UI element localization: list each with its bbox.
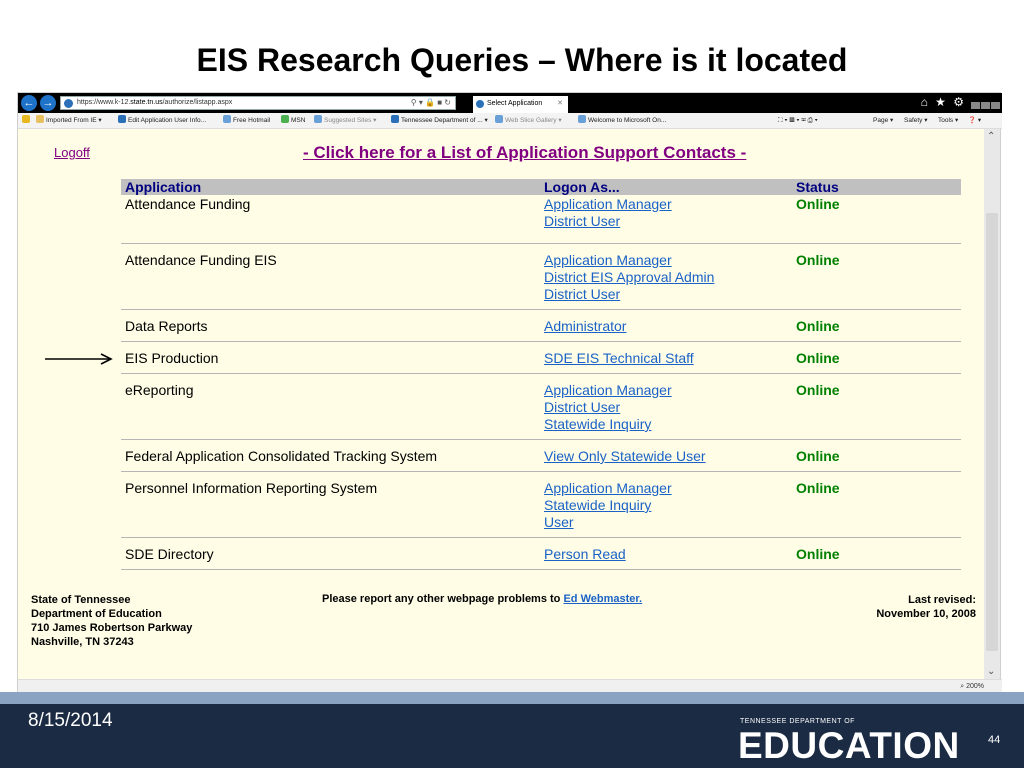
slide-date: 8/15/2014: [28, 710, 113, 731]
address-bar-icons[interactable]: ⚲ ▾ 🔒 ■ ↻: [410, 98, 451, 107]
logon-links: [544, 382, 672, 433]
application-name: Data Reports: [125, 318, 208, 334]
logon-as-link[interactable]: Application Manager: [544, 382, 672, 398]
department-label: TENNESSEE DEPARTMENT OF: [740, 718, 855, 725]
application-name: EIS Production: [125, 350, 219, 366]
logon-as-link[interactable]: District EIS Approval Admin: [544, 269, 715, 285]
forward-arrow-icon[interactable]: →: [40, 95, 56, 111]
scroll-down-icon[interactable]: ⌄: [987, 666, 996, 677]
table-header: [121, 179, 961, 195]
favorite-item[interactable]: Tennessee Department of ... ▾: [391, 113, 488, 129]
home-favorites-settings-icons[interactable]: ⌂ ★ ⚙: [920, 95, 966, 109]
logoff-link[interactable]: Logoff: [54, 145, 90, 160]
report-problems-text: Please report any other webpage problems to Ed Webmaster.: [322, 593, 643, 605]
logon-as-link[interactable]: Application Manager: [544, 252, 672, 268]
status-badge: Online: [796, 480, 840, 496]
status-badge: Online: [796, 252, 840, 268]
favorites-star-icon[interactable]: [22, 113, 32, 129]
page-content: [18, 129, 986, 679]
application-name: Personnel Information Reporting System: [125, 480, 378, 496]
favorite-item[interactable]: Edit Application User Info...: [118, 113, 206, 129]
application-name: Attendance Funding EIS: [125, 252, 277, 268]
favorites-bar: [18, 113, 1002, 129]
logon-as-link[interactable]: Statewide Inquiry: [544, 497, 652, 513]
page-number: 44: [988, 734, 1001, 746]
logon-links: [544, 546, 626, 563]
scroll-thumb[interactable]: [986, 213, 998, 651]
table-row: [121, 244, 961, 310]
footer-stripe: [0, 692, 1024, 704]
support-contacts-link[interactable]: - Click here for a List of Application Support Contacts -: [303, 143, 747, 162]
logon-as-link[interactable]: SDE EIS Technical Staff: [544, 350, 694, 366]
header-logon-as: Logon As...: [544, 179, 620, 195]
browser-window: [17, 92, 1001, 694]
logon-as-link[interactable]: District User: [544, 213, 621, 229]
favorite-item[interactable]: Free Hotmail: [223, 113, 270, 129]
favorite-item[interactable]: Suggested Sites ▾: [314, 113, 376, 129]
logon-as-link[interactable]: Application Manager: [544, 480, 672, 496]
url-path: /authorize/listapp.aspx: [162, 99, 233, 106]
tools-menu[interactable]: Tools ▾: [938, 117, 959, 124]
education-logo: EDUCATION: [738, 725, 960, 766]
tab-favicon-icon: [476, 100, 484, 108]
close-tab-icon[interactable]: ✕: [557, 100, 563, 107]
address-bar[interactable]: [60, 96, 456, 110]
page-menu[interactable]: Page ▾: [873, 117, 894, 124]
logon-as-link[interactable]: User: [544, 514, 574, 530]
logon-links: [544, 448, 706, 465]
webmaster-link[interactable]: Ed Webmaster.: [563, 593, 643, 605]
favorite-item[interactable]: Imported From IE ▾: [36, 113, 102, 129]
logon-links: [544, 196, 672, 230]
favorite-item[interactable]: MSN: [281, 113, 305, 129]
zoom-level[interactable]: ⌕ 200%: [960, 683, 984, 690]
table-row: [121, 472, 961, 538]
status-badge: Online: [796, 546, 840, 562]
table-row: [121, 310, 961, 342]
table-row: [121, 374, 961, 440]
application-name: Attendance Funding: [125, 196, 251, 212]
status-badge: Online: [796, 196, 840, 212]
table-row: [121, 440, 961, 472]
url-prefix: https://www.k-12.: [77, 99, 131, 106]
logon-as-link[interactable]: Person Read: [544, 546, 626, 562]
table-row: [121, 195, 961, 244]
logon-as-link[interactable]: Statewide Inquiry: [544, 416, 652, 432]
back-arrow-icon[interactable]: ←: [21, 95, 37, 111]
logon-as-link[interactable]: District User: [544, 399, 621, 415]
logon-as-link[interactable]: Administrator: [544, 318, 627, 334]
slide-title: EIS Research Queries – Where is it located: [196, 42, 848, 78]
application-name: SDE Directory: [125, 546, 214, 562]
logon-as-link[interactable]: District User: [544, 286, 621, 302]
logon-as-link[interactable]: Application Manager: [544, 196, 672, 212]
header-application: Application: [125, 179, 202, 195]
favorite-item[interactable]: Web Slice Gallery ▾: [495, 113, 562, 129]
favorite-item[interactable]: Welcome to Microsoft On...: [578, 113, 666, 129]
status-badge: Online: [796, 448, 840, 464]
table-row: [121, 538, 961, 570]
safety-menu[interactable]: Safety ▾: [904, 117, 928, 124]
right-arrow-icon: [45, 353, 113, 365]
header-status: Status: [796, 179, 839, 195]
table-row: [121, 342, 961, 374]
status-badge: Online: [796, 382, 840, 398]
vertical-scrollbar[interactable]: [984, 129, 1000, 679]
command-bar-icons[interactable]: ⛶ ▾ ▩ ▾ ✉ ⎙ ▾: [778, 117, 818, 124]
browser-tab[interactable]: [473, 96, 568, 113]
applications-table: [121, 179, 961, 570]
logon-links: [544, 480, 672, 531]
status-badge: Online: [796, 318, 840, 334]
url-domain: state.tn.us: [130, 99, 163, 106]
logon-links: [544, 318, 626, 335]
logon-as-link[interactable]: View Only Statewide User: [544, 448, 706, 464]
logon-links: [544, 350, 694, 367]
scroll-up-icon[interactable]: ⌃: [987, 131, 996, 142]
help-icon[interactable]: ❓ ▾: [968, 117, 982, 124]
logon-links: [544, 252, 714, 303]
application-name: Federal Application Consolidated Tracking System: [125, 448, 438, 464]
site-favicon-icon: [64, 99, 73, 108]
address-block: State of Tennessee Department of Education 710 James Robertson Parkway Nashville, TN 37243: [31, 594, 193, 648]
status-badge: Online: [796, 350, 840, 366]
browser-toolbar: [18, 93, 1002, 113]
tab-title: Select Application: [487, 100, 543, 107]
application-name: eReporting: [125, 382, 194, 398]
slide-footer: [0, 692, 1024, 768]
last-revised: Last revised: November 10, 2008: [876, 594, 976, 620]
window-controls[interactable]: [970, 96, 1000, 114]
